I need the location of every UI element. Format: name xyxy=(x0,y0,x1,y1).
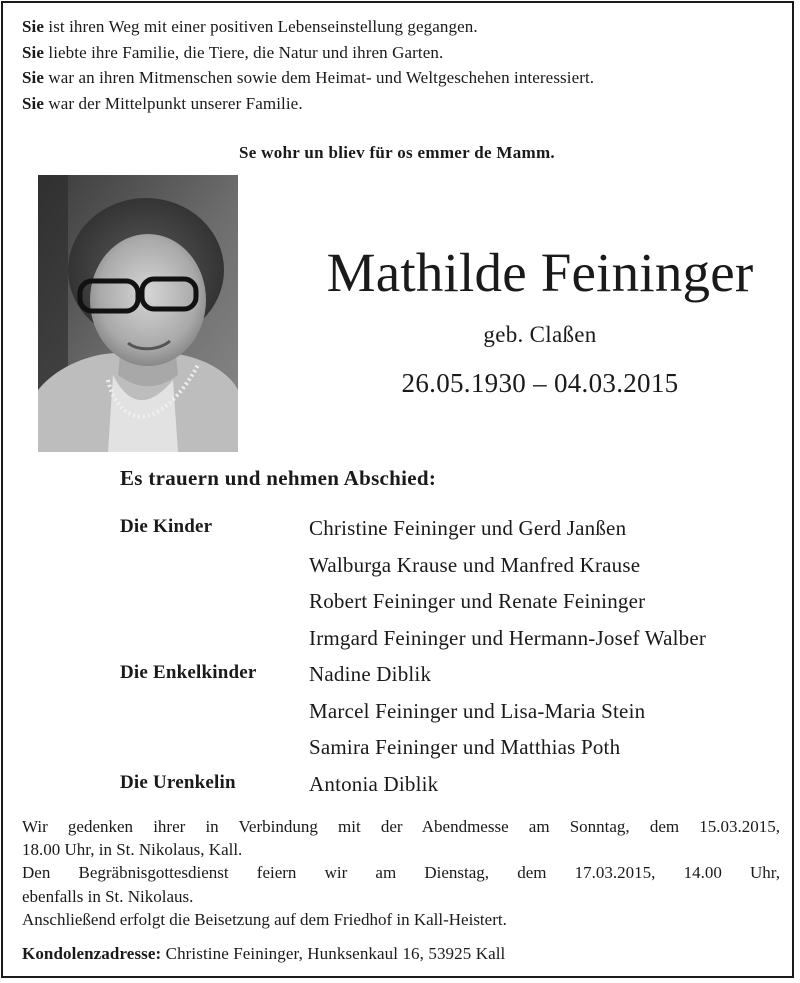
family-member: Marcel Feininger und Lisa-Maria Stein xyxy=(309,698,646,723)
intro-line-text: ist ihren Weg mit einer positiven Lebenseinstellung gegangen. xyxy=(44,17,478,36)
intro-line xyxy=(22,14,782,40)
intro-line-text: war der Mittelpunkt unserer Familie. xyxy=(44,93,303,113)
birth-name: geb. Claßen xyxy=(483,322,597,347)
family-group-label: Die Enkelkinder xyxy=(120,662,257,683)
service-details xyxy=(22,815,780,931)
family-group-label: Die Urenkelin xyxy=(120,771,236,793)
intro-line xyxy=(22,65,782,91)
intro-line-text: liebte ihre Familie, die Tiere, die Natur und ihren Garten. xyxy=(44,42,444,62)
family-group-names xyxy=(309,766,790,803)
family-member: Samira Feininger und Matthias Poth xyxy=(309,735,621,759)
intro-lead: Sie xyxy=(22,68,45,87)
service-line: Wir gedenken ihrer in Verbindung mit der Abendmesse am Sonntag, dem 15.03.2015, xyxy=(22,817,780,836)
family-member: Walburga Krause und Manfred Krause xyxy=(309,552,641,577)
service-line: 18.00 Uhr, in St. Nikolaus, Kall. xyxy=(22,840,243,860)
intro-lead: Sie xyxy=(22,42,45,62)
intro-lead: Sie xyxy=(22,17,45,36)
family-member: Antonia Diblik xyxy=(309,771,439,796)
deceased-name: Mathilde Feininger xyxy=(326,242,754,303)
family-group xyxy=(120,656,790,766)
family-member: Nadine Diblik xyxy=(309,662,432,686)
life-dates: 26.05.1930 – 04.03.2015 xyxy=(401,368,679,398)
intro-line-text: war an ihren Mitmenschen sowie dem Heimat- und Weltgeschehen interessiert. xyxy=(44,68,595,87)
condolence-address-text: Christine Feininger, Hunksenkaul 16, 53925 Kall xyxy=(161,944,506,963)
intro-lead: Sie xyxy=(22,93,45,113)
family-group-names xyxy=(309,656,790,766)
intro-line xyxy=(22,91,782,117)
condolence-address xyxy=(22,944,505,964)
family-group xyxy=(120,766,790,803)
family-group-label: Die Kinder xyxy=(120,516,213,537)
intro-line xyxy=(22,40,782,66)
service-line: Anschließend erfolgt die Beisetzung auf dem Friedhof in Kall-Heistert. xyxy=(22,909,507,929)
condolence-label: Kondolenzadresse: xyxy=(22,944,162,963)
family-member: Christine Feininger und Gerd Janßen xyxy=(309,516,627,540)
portrait-photo xyxy=(38,175,238,452)
service-line: ebenfalls in St. Nikolaus. xyxy=(22,886,194,906)
family-member: Robert Feininger und Renate Feininger xyxy=(309,589,646,613)
family-list xyxy=(120,510,790,802)
intro-text xyxy=(22,14,782,116)
service-line: Den Begräbnisgottesdienst feiern wir am Dienstag, dem 17.03.2015, 14.00 Uhr, xyxy=(22,863,780,883)
mourners-title: Es trauern und nehmen Abschied: xyxy=(120,466,437,490)
family-group-names xyxy=(309,510,790,656)
motto: Se wohr un bliev für os emmer de Mamm. xyxy=(239,143,555,162)
family-group xyxy=(120,510,790,656)
family-member: Irmgard Feininger und Hermann-Josef Walber xyxy=(309,625,707,650)
